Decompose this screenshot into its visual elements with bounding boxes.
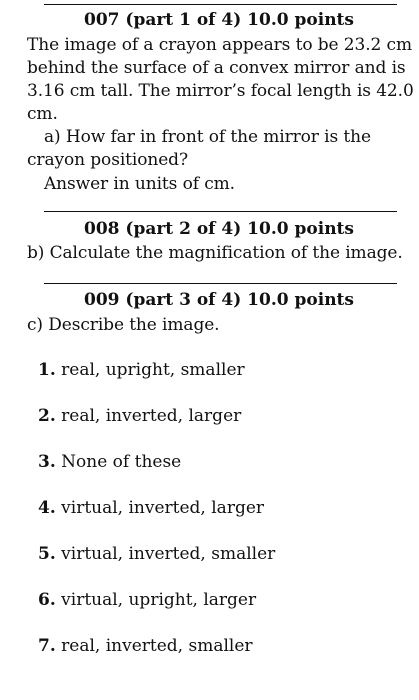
section-rule <box>44 4 397 5</box>
question-text: cm. <box>27 104 58 124</box>
question-prompt: c) Describe the image. <box>27 315 220 335</box>
option-text: real, inverted, smaller <box>61 636 253 656</box>
option-number: 3. <box>38 452 56 472</box>
option-number: 2. <box>38 406 56 426</box>
option-number: 7. <box>38 636 56 656</box>
answer-option[interactable] <box>38 544 275 564</box>
question-text: 3.16 cm tall. The mirror’s focal length is 42.0 <box>27 81 414 101</box>
section-rule <box>44 283 397 284</box>
section-rule <box>44 211 397 212</box>
option-text: None of these <box>61 452 182 472</box>
question-text: The image of a crayon appears to be 23.2 cm <box>27 35 412 55</box>
answer-units: Answer in units of cm. <box>44 174 235 194</box>
question-header: 007 (part 1 of 4) 10.0 points <box>84 10 354 30</box>
option-number: 5. <box>38 544 56 564</box>
answer-option[interactable] <box>38 406 241 426</box>
option-number: 4. <box>38 498 56 518</box>
answer-option[interactable] <box>38 498 264 518</box>
answer-option[interactable] <box>38 636 253 656</box>
option-text: real, upright, smaller <box>61 360 245 380</box>
answer-option[interactable] <box>38 590 256 610</box>
question-prompt: crayon positioned? <box>27 150 188 170</box>
question-prompt: b) Calculate the magnification of the image. <box>27 243 403 263</box>
question-header: 008 (part 2 of 4) 10.0 points <box>84 219 354 239</box>
option-text: virtual, inverted, smaller <box>61 544 276 564</box>
option-number: 6. <box>38 590 56 610</box>
question-header: 009 (part 3 of 4) 10.0 points <box>84 290 354 310</box>
option-text: real, inverted, larger <box>61 406 242 426</box>
option-text: virtual, upright, larger <box>61 590 257 610</box>
option-number: 1. <box>38 360 56 380</box>
question-text: behind the surface of a convex mirror and is <box>27 58 406 78</box>
option-text: virtual, inverted, larger <box>61 498 265 518</box>
answer-option[interactable] <box>38 452 181 472</box>
answer-option[interactable] <box>38 360 245 380</box>
question-prompt: a) How far in front of the mirror is the <box>44 127 371 147</box>
